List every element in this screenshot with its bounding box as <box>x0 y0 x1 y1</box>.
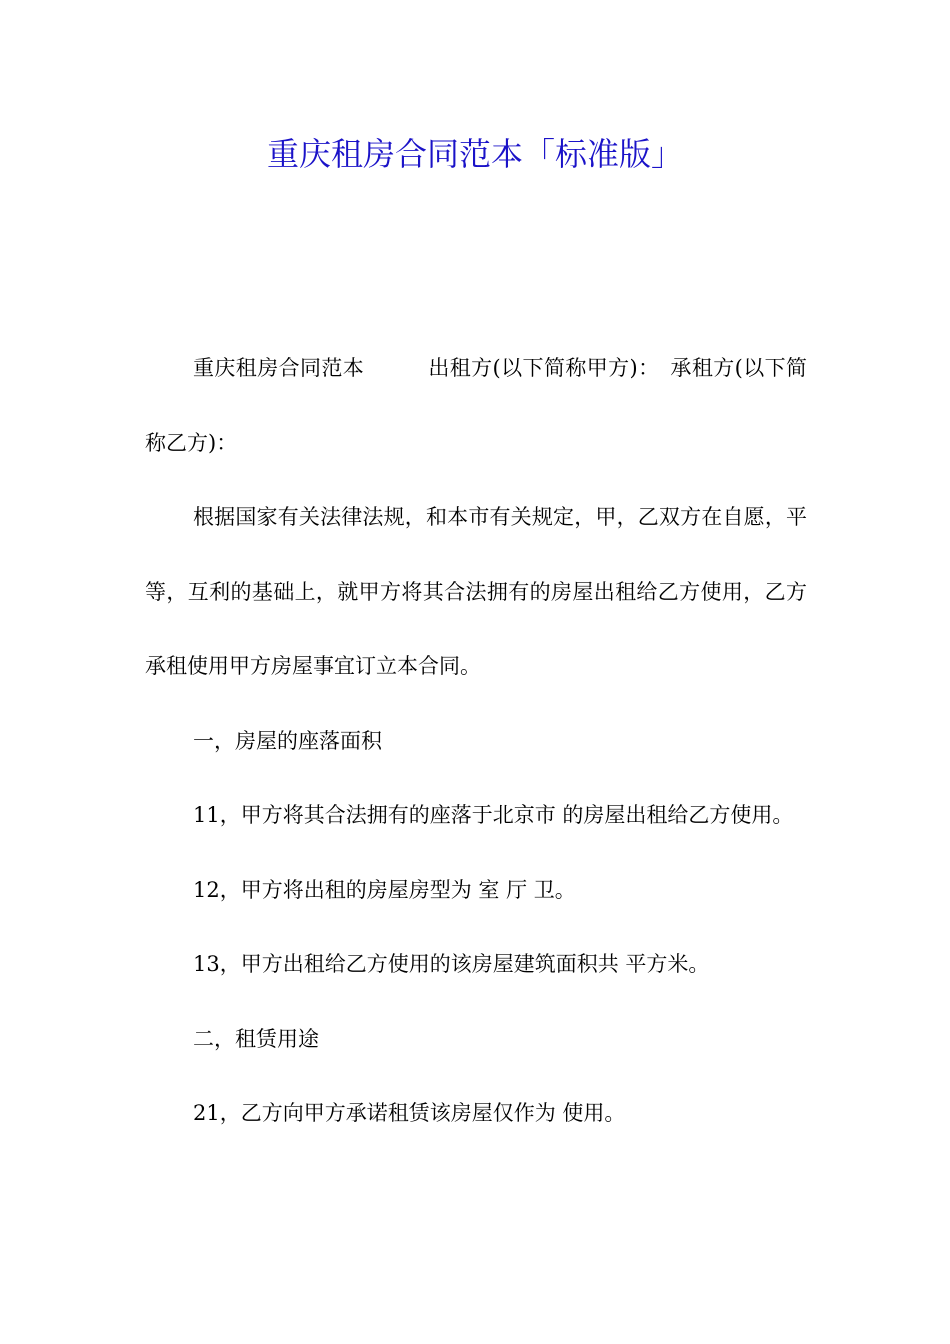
preamble-paragraph: 根据国家有关法律法规，和本市有关规定，甲，乙双方在自愿，平等，互利的基础上，就甲方将其合法拥有的房屋出租给乙方使用，乙方承租使用甲方房屋事宜订立本合同。 <box>145 505 807 678</box>
document-body <box>145 331 807 1151</box>
clause-1-3: 13，甲方出租给乙方使用的该房屋建筑面积共 平方米。 <box>193 952 710 976</box>
section-heading-2: 二，租赁用途 <box>193 1026 319 1051</box>
clause-1-2: 12，甲方将出租的房屋房型为 室 厅 卫。 <box>193 877 576 902</box>
clause-1-1: 11，甲方将其合法拥有的座落于北京市 的房屋出租给乙方使用。 <box>193 803 794 827</box>
parties-paragraph: 重庆租房合同范本 出租方(以下简称甲方)： 承租方(以下简称乙方)： <box>145 356 807 455</box>
document-title: 重庆租房合同范本「标准版」 <box>266 135 683 173</box>
clause-2-1: 21，乙方向甲方承诺租赁该房屋仅作为 使用。 <box>193 1101 626 1125</box>
section-heading-1: 一，房屋的座落面积 <box>193 728 382 753</box>
